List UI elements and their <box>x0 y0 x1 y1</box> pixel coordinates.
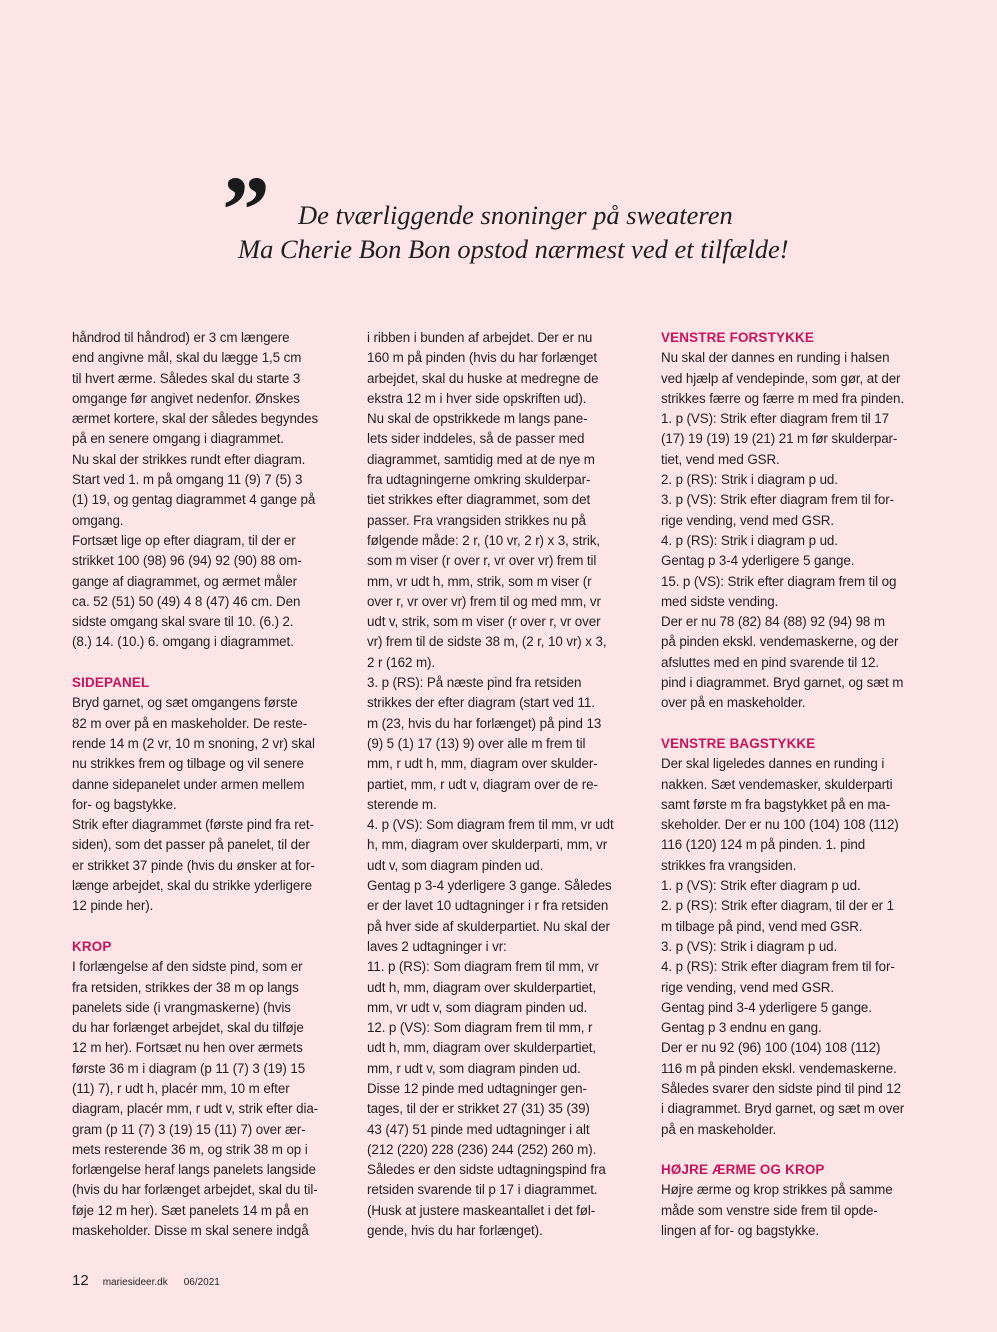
text-line: 3. p (VS): Strik efter diagram frem til for- <box>661 492 894 508</box>
text-line: strikkes der efter diagram (start ved 11. <box>367 695 595 711</box>
text-line: diagrammet, samtidig med at de nye m <box>367 451 595 467</box>
text-line: omgange før angivet nedenfor. Ønskes <box>72 390 300 406</box>
text-line: (hvis du har forlænget arbejdet, skal du til- <box>72 1182 318 1198</box>
text-line: vr) frem til de sidste 38 m, (2 r, 10 vr) x 3, <box>367 634 607 650</box>
text-line: sidste omgang skal svare til 10. (6.) 2. <box>72 614 294 630</box>
text-line: passer. Fra vrangsiden strikkes nu på <box>367 512 586 528</box>
text-line: udt h, mm, diagram over skulderpartiet, <box>367 979 597 995</box>
text-line: 11. p (RS): Som diagram frem til mm, vr <box>367 959 599 975</box>
quote-mark-icon: ” <box>222 156 270 263</box>
text-line: til hvert ærme. Således skal du starte 3 <box>72 370 301 386</box>
text-line: over på en maskeholder. <box>661 695 806 711</box>
text-line: nu strikkes frem og tilbage og vil senere <box>72 756 304 772</box>
text-line: lets sider inddeles, så de passer med <box>367 431 585 447</box>
text-line: h, mm, diagram over skulderparti, mm, vr <box>367 837 608 853</box>
text-line: er der lavet 10 udtagninger i r fra retsiden <box>367 898 609 914</box>
text-line: I forlængelse af den sidste pind, som er <box>72 959 303 975</box>
text-line: mets resterende 36 m, og strik 38 m op i <box>72 1141 308 1157</box>
text-line: 82 m over på en maskeholder. De reste- <box>72 715 308 731</box>
sidepanel-text <box>72 693 352 916</box>
text-line: end angivne mål, skal du lægge 1,5 cm <box>72 350 302 366</box>
heading-sidepanel: SIDEPANEL <box>72 675 150 691</box>
text-line: Der er nu 92 (96) 100 (104) 108 (112) <box>661 1040 881 1056</box>
text-line: gange af diagrammet, og ærmet måler <box>72 573 297 589</box>
text-line: danne sidepanelet under armen mellem <box>72 776 305 792</box>
text-line: 2. p (RS): Strik i diagram p ud. <box>661 472 838 488</box>
text-line: arbejdet, skal du huske at medregne de <box>367 370 599 386</box>
text-line: mm, vr udt h, mm, strik, som m viser (r <box>367 573 592 589</box>
heading-hojre-aerme-og-krop: HØJRE ÆRME OG KROP <box>661 1162 825 1178</box>
text-line: på hver side af skulderpartiet. Nu skal der <box>367 918 610 934</box>
text-line: sterende m. <box>367 796 437 812</box>
text-line: Således er den sidste udtagningspind fra <box>367 1162 606 1178</box>
heading-venstre-bagstykke: VENSTRE BAGSTYKKE <box>661 735 816 751</box>
text-line: Der er nu 78 (82) 84 (88) 92 (94) 98 m <box>661 614 885 630</box>
text-line: 116 m på pinden ekskl. vendemaskerne. <box>661 1060 897 1076</box>
text-line: Disse 12 pinde med udtagninger gen- <box>367 1080 587 1096</box>
quote-line-2: Ma Cherie Bon Bon opstod nærmest ved et tilfælde! <box>238 234 789 264</box>
text-line: m tilbage på pind, vend med GSR. <box>661 918 863 934</box>
text-line: gende, hvis du har forlænget). <box>367 1223 543 1239</box>
text-line: i ribben i bunden af arbejdet. Der er nu <box>367 330 593 345</box>
text-line: føje 12 m her). Sæt panelets 14 m på en <box>72 1202 309 1218</box>
text-line: gram (p 11 (7) 3 (19) 15 (11) 7) over ær- <box>72 1121 306 1137</box>
text-line: 12. p (VS): Som diagram frem til mm, r <box>367 1020 593 1036</box>
text-line: (8.) 14. (10.) 6. omgang i diagrammet. <box>72 634 294 650</box>
text-line: maskeholder. Disse m skal senere indgå <box>72 1223 309 1239</box>
text-line: fra udtagningerne omkring skulderpar- <box>367 472 591 488</box>
text-line: Gentag pind 3-4 yderligere 5 gange. <box>661 999 872 1015</box>
text-line: samt første m fra bagstykket på en ma- <box>661 796 891 812</box>
text-line: Nu skal der strikkes rundt efter diagram. <box>72 451 306 467</box>
text-line: ca. 52 (51) 50 (49) 4 8 (47) 46 cm. Den <box>72 593 301 609</box>
text-line: Gentag p 3-4 yderligere 3 gange. Således <box>367 878 612 894</box>
column-3 <box>661 328 941 1241</box>
quote-line-1: De tværliggende snoninger på sweateren <box>298 200 733 230</box>
text-line: strikkes færre og færre m med fra pinden. <box>661 390 904 406</box>
text-line: m (23, hvis du har forlænget) på pind 13 <box>367 715 602 731</box>
krop-text <box>72 957 352 1241</box>
sleeve-intro-text <box>72 328 352 653</box>
text-line: 15. p (VS): Strik efter diagram frem til og <box>661 573 897 589</box>
text-line: 43 (47) 51 pinde med udtagninger i alt <box>367 1121 590 1137</box>
text-line: udt h, mm, diagram over skulderpartiet, <box>367 1040 597 1056</box>
text-line: Start ved 1. m på omgang 11 (9) 7 (5) 3 <box>72 472 303 488</box>
text-line: længe arbejdet, skal du strikke yderligere <box>72 878 312 894</box>
text-line: pind i diagrammet. Bryd garnet, og sæt m <box>661 675 904 691</box>
text-line: Gentag p 3 endnu en gang. <box>661 1020 822 1036</box>
text-line: diagram, placér mm, r udt v, strik efter dia- <box>72 1101 319 1117</box>
text-line: 4. p (RS): Strik efter diagram frem til for- <box>661 959 895 975</box>
text-line: tiet strikkes efter diagrammet, som det <box>367 492 591 508</box>
text-line: mm, r udt h, mm, diagram over skulder- <box>367 756 598 772</box>
text-line: 12 pinde her). <box>72 898 154 914</box>
text-line: tages, til der er strikket 27 (31) 35 (39) <box>367 1101 590 1117</box>
text-line: med sidste vending. <box>661 593 779 609</box>
text-line: måde som venstre side frem til opde- <box>661 1202 878 1218</box>
text-line: 4. p (VS): Som diagram frem til mm, vr udt <box>367 817 614 833</box>
text-line: rige vending, vend med GSR. <box>661 512 834 528</box>
text-line: (11) 7), r udt h, placér mm, 10 m efter <box>72 1080 290 1096</box>
text-line: udt v, strik, som m viser (r over r, vr over <box>367 614 601 630</box>
text-line: du har forlænget arbejdet, skal du tilføje <box>72 1020 304 1036</box>
text-line: over r, vr over vr) frem til og med mm, vr <box>367 593 601 609</box>
forstykke-text <box>661 348 941 713</box>
text-line: 160 m på pinden (hvis du har forlænget <box>367 350 597 366</box>
text-line: ekstra 12 m i hver side opskriften ud). <box>367 390 587 406</box>
page-number: 12 <box>72 1272 89 1289</box>
text-line: strikkes fra vrangsiden. <box>661 857 797 873</box>
text-line: 12 m her). Fortsæt nu hen over ærmets <box>72 1040 303 1056</box>
text-line: Bryd garnet, og sæt omgangens første <box>72 695 298 711</box>
text-line: Nu skal de opstrikkede m langs pane- <box>367 411 588 427</box>
text-line: 2. p (RS): Strik efter diagram, til der er 1 <box>661 898 894 914</box>
text-line: 1. p (VS): Strik efter diagram p ud. <box>661 878 861 894</box>
text-line: omgang. <box>72 512 124 528</box>
text-line: mm, vr udt v, som diagram pinden ud. <box>367 999 588 1015</box>
text-line: skeholder. Der er nu 100 (104) 108 (112) <box>661 817 899 833</box>
text-line: første 36 m i diagram (p 11 (7) 3 (19) 15 <box>72 1060 306 1076</box>
text-line: på en maskeholder. <box>661 1121 777 1137</box>
text-line: nakken. Sæt vendemasker, skulderparti <box>661 776 893 792</box>
text-line: 2 r (162 m). <box>367 654 436 670</box>
text-line: ærmet kortere, skal der således begyndes <box>72 411 319 427</box>
column-2 <box>367 328 647 1241</box>
text-line: mm, r udt v, som diagram pinden ud. <box>367 1060 581 1076</box>
text-line: er strikket 37 pinde (hvis du ønsker at for- <box>72 857 315 873</box>
heading-venstre-forstykke: VENSTRE FORSTYKKE <box>661 330 814 345</box>
column-2-text <box>367 328 647 1241</box>
text-line: Således svarer den sidste pind til pind 12 <box>661 1080 901 1096</box>
text-line: i diagrammet. Bryd garnet, og sæt m over <box>661 1101 905 1117</box>
text-line: håndrod til håndrod) er 3 cm længere <box>72 330 290 345</box>
text-line: ved hjælp af vendepinde, som gør, at der <box>661 370 901 386</box>
text-line: som m viser (r over r, vr over vr) frem til <box>367 553 597 569</box>
text-line: følgende måde: 2 r, (10 vr, 2 r) x 3, strik, <box>367 532 601 548</box>
hojre-text <box>661 1180 941 1241</box>
issue-date: 06/2021 <box>183 1277 220 1288</box>
text-line: (17) 19 (19) 19 (21) 21 m før skulderpar- <box>661 431 898 447</box>
text-line: (Husk at justere maskeantallet i det føl- <box>367 1202 596 1218</box>
text-line: på pinden ekskl. vendemaskerne, og der <box>661 634 899 650</box>
text-line: 3. p (RS): På næste pind fra retsiden <box>367 675 582 691</box>
text-line: Højre ærme og krop strikkes på samme <box>661 1182 893 1198</box>
text-line: Nu skal der dannes en runding i halsen <box>661 350 890 366</box>
text-line: udt v, som diagram pinden ud. <box>367 857 544 873</box>
text-line: Der skal ligeledes dannes en runding i <box>661 756 885 772</box>
text-line: Strik efter diagrammet (første pind fra ret- <box>72 817 314 833</box>
bagstykke-text <box>661 754 941 1140</box>
text-line: lingen af for- og bagstykke. <box>661 1223 819 1239</box>
text-line: på en senere omgang i diagrammet. <box>72 431 284 447</box>
text-line: panelets side (i vrangmaskerne) (hvis <box>72 999 291 1015</box>
text-line: Gentag p 3-4 yderligere 5 gange. <box>661 553 855 569</box>
text-line: partiet, mm, r udt v, diagram over de re- <box>367 776 598 792</box>
text-line: rige vending, vend med GSR. <box>661 979 834 995</box>
text-line: (9) 5 (1) 17 (13) 9) over alle m frem til <box>367 735 586 751</box>
text-line: rende 14 m (2 vr, 10 m snoning, 2 vr) skal <box>72 735 315 751</box>
page-footer <box>72 1272 220 1289</box>
text-line: retsiden svarende til p 17 i diagrammet. <box>367 1182 598 1198</box>
text-line: tiet, vend med GSR. <box>661 451 780 467</box>
text-line: laves 2 udtagninger i vr: <box>367 938 507 954</box>
text-line: 4. p (RS): Strik i diagram p ud. <box>661 532 838 548</box>
text-line: afsluttes med en pind svarende til 12. <box>661 654 880 670</box>
text-line: strikket 100 (98) 96 (94) 92 (90) 88 om- <box>72 553 302 569</box>
heading-krop: KROP <box>72 938 112 954</box>
text-line: for- og bagstykke. <box>72 796 177 812</box>
text-line: (212 (220) 228 (236) 244 (252) 260 m). <box>367 1141 597 1157</box>
text-line: 116 (120) 124 m på pinden. 1. pind <box>661 837 866 853</box>
text-line: forlængelse heraf langs panelets langside <box>72 1162 316 1178</box>
text-line: (1) 19, og gentag diagrammet 4 gange på <box>72 492 316 508</box>
column-1 <box>72 328 352 1241</box>
text-line: 3. p (VS): Strik i diagram p ud. <box>661 938 838 954</box>
text-line: siden), som det passer på panelet, til der <box>72 837 310 853</box>
text-line: fra retsiden, strikkes der 38 m op langs <box>72 979 299 995</box>
site-link[interactable]: mariesideer.dk <box>102 1277 168 1288</box>
text-line: 1. p (VS): Strik efter diagram frem til 17 <box>661 411 889 427</box>
text-line: Fortsæt lige op efter diagram, til der er <box>72 532 296 548</box>
